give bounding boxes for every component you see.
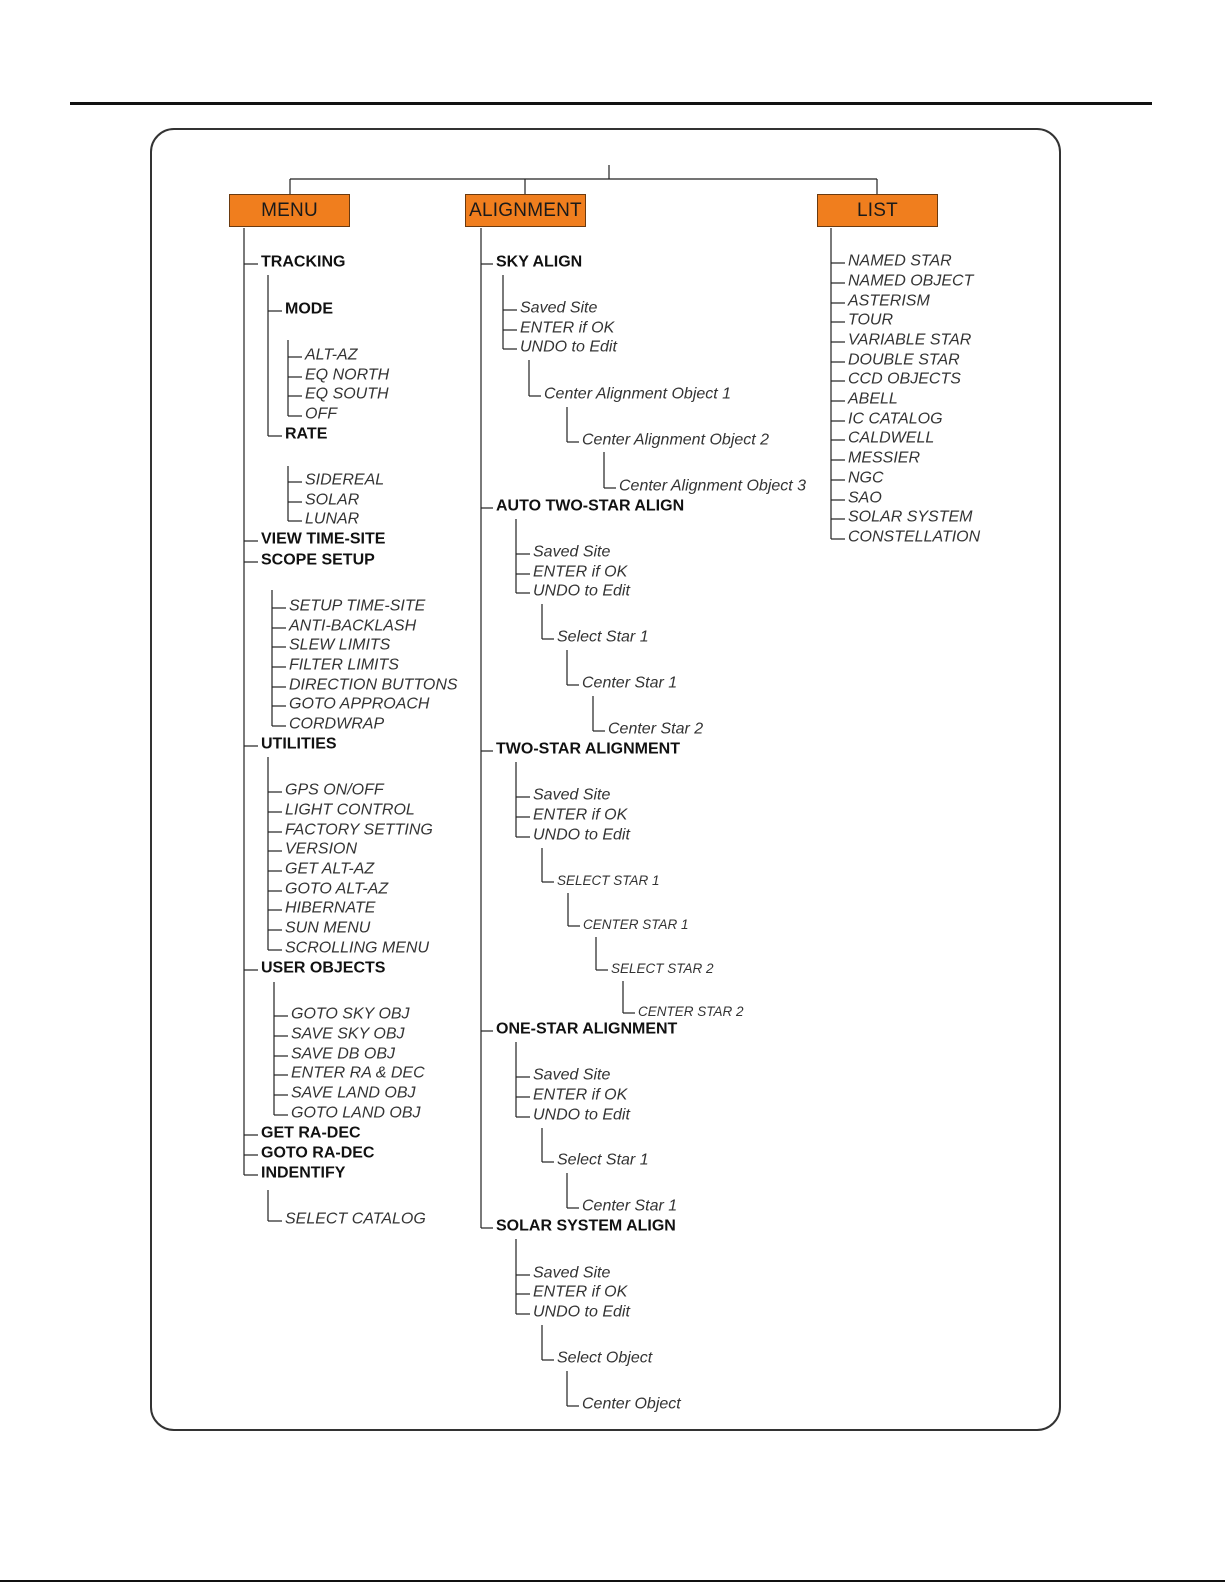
auto-two-star-site-step[interactable]: UNDO to Edit — [533, 582, 630, 600]
solar-system-site-step[interactable]: ENTER if OK — [533, 1283, 628, 1301]
one-star-site-step[interactable]: ENTER if OK — [533, 1086, 628, 1104]
list-option[interactable]: ABELL — [848, 390, 898, 408]
rate-option[interactable]: LUNAR — [305, 510, 360, 528]
auto-two-star-site-step[interactable]: Saved Site — [533, 543, 611, 561]
two-star-step[interactable]: SELECT STAR 1 — [557, 873, 660, 889]
utilities-option[interactable]: SCROLLING MENU — [285, 939, 430, 957]
list-option[interactable]: CCD OBJECTS — [848, 370, 961, 388]
select-catalog-option[interactable]: SELECT CATALOG — [285, 1210, 426, 1228]
list-option[interactable]: TOUR — [848, 311, 894, 329]
auto-two-star-step[interactable]: Select Star 1 — [557, 628, 649, 646]
menu-mode[interactable]: MODE — [285, 300, 333, 318]
menu-header: MENU — [229, 194, 350, 227]
menu-user-objects[interactable]: USER OBJECTS — [261, 959, 386, 977]
two-star-site-step[interactable]: Saved Site — [533, 786, 611, 804]
one-star-alignment-option[interactable]: ONE-STAR ALIGNMENT — [496, 1020, 678, 1038]
utilities-option[interactable]: SUN MENU — [285, 919, 371, 937]
two-star-site-step[interactable]: ENTER if OK — [533, 806, 628, 824]
one-star-site-step[interactable]: Saved Site — [533, 1066, 611, 1084]
list-option[interactable]: ASTERISM — [848, 292, 930, 310]
menu-indentify[interactable]: INDENTIFY — [261, 1164, 346, 1182]
utilities-option[interactable]: GOTO ALT-AZ — [285, 880, 389, 898]
auto-two-star-align-option[interactable]: AUTO TWO-STAR ALIGN — [496, 497, 685, 515]
sky-align-site-step[interactable]: ENTER if OK — [520, 319, 615, 337]
scope-setup-option[interactable]: ANTI-BACKLASH — [289, 617, 417, 635]
menu-get-ra-dec[interactable]: GET RA-DEC — [261, 1124, 361, 1142]
scope-setup-option[interactable]: GOTO APPROACH — [289, 695, 430, 713]
two-star-step[interactable]: CENTER STAR 2 — [638, 1004, 744, 1020]
utilities-option[interactable]: FACTORY SETTING — [285, 821, 433, 839]
mode-option[interactable]: OFF — [305, 405, 337, 423]
list-option[interactable]: CALDWELL — [848, 429, 935, 447]
scope-setup-option[interactable]: SLEW LIMITS — [289, 636, 391, 654]
menu-utilities[interactable]: UTILITIES — [261, 735, 337, 753]
sky-align-site-step[interactable]: UNDO to Edit — [520, 338, 617, 356]
list-option[interactable]: SOLAR SYSTEM — [848, 508, 973, 526]
utilities-option[interactable]: GPS ON/OFF — [285, 781, 384, 799]
mode-option[interactable]: ALT-AZ — [305, 346, 358, 364]
list-option[interactable]: NGC — [848, 469, 884, 487]
menu-goto-ra-dec[interactable]: GOTO RA-DEC — [261, 1144, 375, 1162]
user-objects-option[interactable]: SAVE SKY OBJ — [291, 1025, 405, 1043]
sky-align-step[interactable]: Center Alignment Object 3 — [619, 477, 807, 495]
menu-scope-setup[interactable]: SCOPE SETUP — [261, 551, 375, 569]
scope-setup-option[interactable]: DIRECTION BUTTONS — [289, 676, 458, 694]
user-objects-option[interactable]: SAVE DB OBJ — [291, 1045, 396, 1063]
utilities-option[interactable]: HIBERNATE — [285, 899, 376, 917]
scope-setup-option[interactable]: SETUP TIME-SITE — [289, 597, 426, 615]
menu-rate[interactable]: RATE — [285, 425, 328, 443]
auto-two-star-step[interactable]: Center Star 2 — [608, 720, 704, 738]
two-star-site-step[interactable]: UNDO to Edit — [533, 826, 630, 844]
user-objects-option[interactable]: ENTER RA & DEC — [291, 1064, 425, 1082]
solar-system-site-step[interactable]: UNDO to Edit — [533, 1303, 630, 1321]
alignment-header: ALIGNMENT — [465, 194, 586, 227]
list-option[interactable]: DOUBLE STAR — [848, 351, 960, 369]
auto-two-star-site-step[interactable]: ENTER if OK — [533, 563, 628, 581]
utilities-option[interactable]: GET ALT-AZ — [285, 860, 375, 878]
two-star-step[interactable]: SELECT STAR 2 — [611, 961, 714, 977]
menu-tracking[interactable]: TRACKING — [261, 253, 346, 271]
two-star-alignment-option[interactable]: TWO-STAR ALIGNMENT — [496, 740, 680, 758]
sky-align-step[interactable]: Center Alignment Object 2 — [582, 431, 770, 449]
solar-system-step[interactable]: Center Object — [582, 1395, 681, 1413]
sky-align-site-step[interactable]: Saved Site — [520, 299, 598, 317]
list-option[interactable]: VARIABLE STAR — [848, 331, 972, 349]
user-objects-option[interactable]: SAVE LAND OBJ — [291, 1084, 416, 1102]
solar-system-step[interactable]: Select Object — [557, 1349, 653, 1367]
scope-setup-option[interactable]: CORDWRAP — [289, 715, 385, 733]
utilities-option[interactable]: LIGHT CONTROL — [285, 801, 415, 819]
list-option[interactable]: MESSIER — [848, 449, 921, 467]
mode-option[interactable]: EQ SOUTH — [305, 385, 389, 403]
bottom-rule — [0, 1580, 1225, 1582]
user-objects-option[interactable]: GOTO SKY OBJ — [291, 1005, 410, 1023]
list-header: LIST — [817, 194, 938, 227]
solar-system-site-step[interactable]: Saved Site — [533, 1264, 611, 1282]
two-star-step[interactable]: CENTER STAR 1 — [583, 917, 689, 933]
one-star-site-step[interactable]: UNDO to Edit — [533, 1106, 630, 1124]
list-option[interactable]: NAMED STAR — [848, 252, 952, 270]
list-option[interactable]: NAMED OBJECT — [848, 272, 974, 290]
utilities-option[interactable]: VERSION — [285, 840, 358, 858]
one-star-step[interactable]: Select Star 1 — [557, 1151, 649, 1169]
list-option[interactable]: IC CATALOG — [848, 410, 943, 428]
list-option[interactable]: CONSTELLATION — [848, 528, 981, 546]
sky-align-option[interactable]: SKY ALIGN — [496, 253, 583, 271]
auto-two-star-step[interactable]: Center Star 1 — [582, 674, 678, 692]
scope-setup-option[interactable]: FILTER LIMITS — [289, 656, 399, 674]
user-objects-option[interactable]: GOTO LAND OBJ — [291, 1104, 421, 1122]
rate-option[interactable]: SIDEREAL — [305, 471, 385, 489]
solar-system-align-option[interactable]: SOLAR SYSTEM ALIGN — [496, 1217, 676, 1235]
list-option[interactable]: SAO — [848, 489, 882, 507]
rate-option[interactable]: SOLAR — [305, 491, 360, 509]
menu-view-time-site[interactable]: VIEW TIME-SITE — [261, 530, 386, 548]
mode-option[interactable]: EQ NORTH — [305, 366, 390, 384]
one-star-step[interactable]: Center Star 1 — [582, 1197, 678, 1215]
sky-align-step[interactable]: Center Alignment Object 1 — [544, 385, 732, 403]
